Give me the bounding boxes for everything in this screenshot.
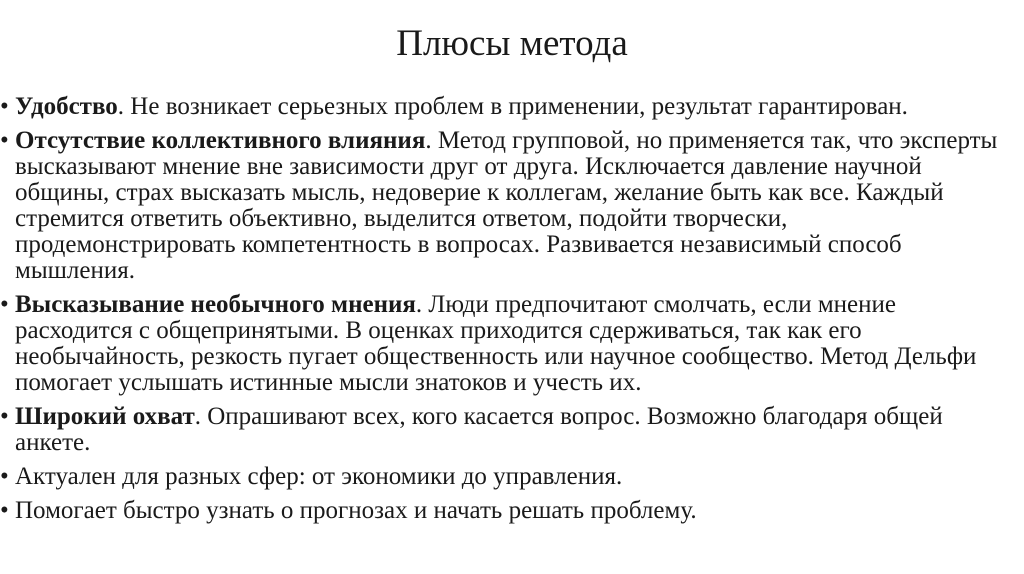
bullet-text: Актуален для разных сфер: от экономики до управления. bbox=[15, 463, 623, 490]
bullet-heading: Отсутствие коллективного влияния bbox=[15, 127, 426, 154]
bullet-icon: • bbox=[0, 497, 9, 524]
bullet-icon: • bbox=[0, 291, 9, 318]
bullet-heading: Высказывание необычного мнения bbox=[15, 291, 416, 318]
bullet-item-no-collective-influence bbox=[0, 128, 1012, 284]
bullet-heading: Удобство bbox=[15, 93, 118, 120]
bullet-item-wide-coverage bbox=[0, 404, 1012, 456]
bullet-item-various-spheres bbox=[0, 464, 1012, 490]
bullet-item-convenience bbox=[0, 94, 1012, 120]
bullet-text: Помогает быстро узнать о прогнозах и начать решать проблему. bbox=[15, 497, 697, 524]
bullet-heading: Широкий охват bbox=[15, 403, 195, 430]
bullet-text: . Опрашивают всех, кого касается вопрос. Возможно благодаря общей анкете. bbox=[15, 403, 943, 456]
bullet-list bbox=[0, 94, 1012, 532]
bullet-item-fast-forecast bbox=[0, 498, 1012, 524]
bullet-icon: • bbox=[0, 403, 9, 430]
bullet-icon: • bbox=[0, 127, 9, 154]
bullet-icon: • bbox=[0, 463, 9, 490]
bullet-text: . Метод групповой, но применяется так, что эксперты высказывают мнение вне зависимости друг от друга. Исключается давление научной общины, страх высказать мысль, недоверие к коллегам, желание быть как все. Каждый стремится ответить объективно, выделится ответом, подойти творчески, продемонстрировать компетентность в вопросах. Развивается независимый способ мышления. bbox=[15, 127, 998, 284]
slide-title: Плюсы метода bbox=[396, 23, 628, 64]
bullet-text: . Люди предпочитают смолчать, если мнение расходится с общепринятыми. В оценках приходится сдерживаться, так как его необычайность, резкость пугает общественность или научное сообщество. Метод Дельфи помогает услышать истинные мысли знатоков и учесть их. bbox=[15, 291, 977, 396]
bullet-item-unusual-opinion bbox=[0, 292, 1012, 396]
bullet-icon: • bbox=[0, 93, 9, 120]
bullet-text: . Не возникает серьезных проблем в применении, результат гарантирован. bbox=[117, 93, 908, 120]
